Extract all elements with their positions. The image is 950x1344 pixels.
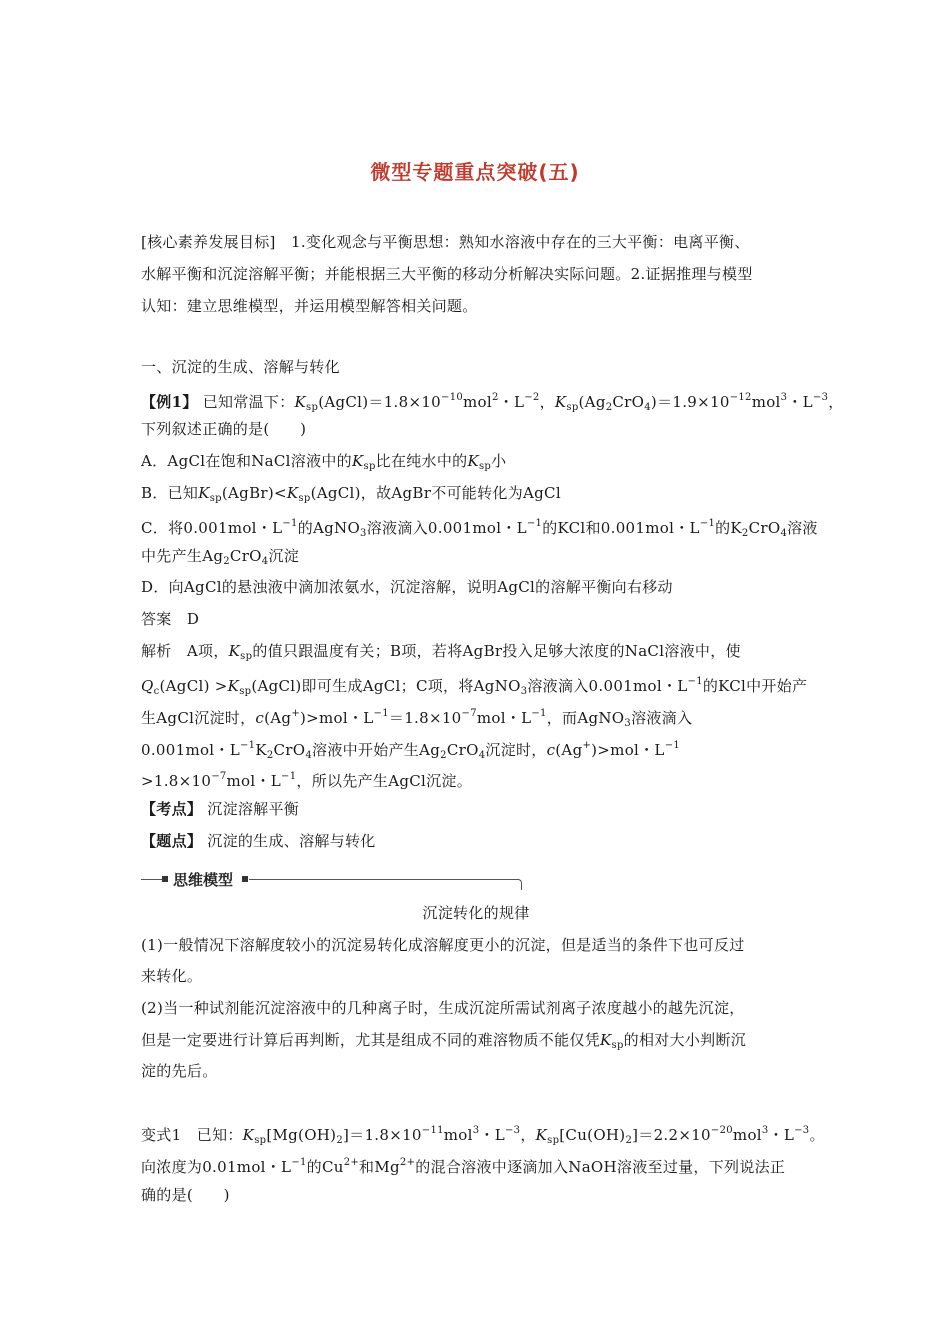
- variant1-line3: 确的是( ): [141, 1186, 230, 1204]
- kaodian: 【考点】 沉淀溶解平衡: [141, 800, 300, 818]
- option-b: B．已知$K_{sp}(AgBr)<K_{sp}(AgCl)$，故AgBr不可能转化为AgCl: [141, 484, 561, 504]
- example1-stem-line1: 【例1】 已知常温下：$K_{sp}(AgCl)=1.8\times 10^{-10}mol^2$・$L^{-2}$，$K_{sp}(Ag_2CrO_4)=1.9\times 10^{-12}mol^3$・$L^{-3}$，: [141, 392, 844, 413]
- analysis-line-2: $Q_c(AgCl)$ $>K_{sp}(AgCl)$即可生成AgCl；C项，将AgNO$_3$溶液滴入0.001mol・$L^{-1}$的KCl中开始产: [141, 676, 808, 697]
- divider-line: [249, 879, 519, 880]
- option-c-line1: C．将0.001mol・$L^{-1}$的AgNO$_3$溶液滴入0.001mol・$L^{-1}$的KCl和0.001mol・$L^{-1}$的$K_2CrO_4$溶液: [141, 518, 818, 539]
- section-heading: 一、沉淀的生成、溶解与转化: [141, 358, 340, 376]
- example-tag: 【例1】: [141, 393, 198, 411]
- corner-hook: [518, 879, 522, 890]
- example1-stem-line2: 下列叙述正确的是( ): [141, 420, 307, 438]
- analysis-line-4: 0.001mol・$L^{-1}K_2CrO_4$溶液中开始产生$Ag_2CrO_4$沉淀时，c(Ag+)>mol・$L^{-1}$: [141, 740, 681, 761]
- goals-line-3: 认知：建立思维模型，并运用模型解答相关问题。: [141, 297, 478, 315]
- answer-value: D: [186, 610, 200, 628]
- goals-line-1: [核心素养发展目标] 1.变化观念与平衡思想：熟知水溶液中存在的三大平衡：电离平衡、: [141, 233, 750, 251]
- model-p1-line1: (1)一般情况下溶解度较小的沉淀易转化成溶解度更小的沉淀，但是适当的条件下也可反过: [141, 936, 745, 954]
- stem-text: 已知常温下：: [202, 393, 295, 411]
- option-a: A．AgCl在饱和NaCl溶液中的$K_{sp}$比在纯水中的$K_{sp}$小: [141, 452, 507, 472]
- model-p2-line3: 淀的先后。: [141, 1062, 218, 1080]
- analysis-line-1: 解析 A项，$K_{sp}$的值只跟温度有关；B项，若将AgBr投入足够大浓度的NaCl溶液中，使: [141, 642, 741, 662]
- analysis-line-3: 生AgCl沉淀时，c(Ag+)>mol・$L^{-1}=1.8\times 10^{-7}mol$・$L^{-1}$，而AgNO$_3$溶液滴入: [141, 708, 693, 729]
- analysis-line-5: $>1.8\times 10^{-7}mol$・$L^{-1}$，所以先产生AgCl沉淀。: [141, 771, 473, 790]
- model-p1-line2: 来转化。: [141, 967, 203, 985]
- page-title: 微型专题重点突破(五): [370, 160, 580, 184]
- square-bullet-icon: [242, 876, 248, 882]
- square-bullet-icon: [162, 876, 168, 882]
- model-label: 思维模型: [173, 871, 234, 889]
- model-heading: 沉淀转化的规律: [422, 904, 530, 922]
- model-section-bar: [141, 868, 521, 890]
- model-p2-line2: 但是一定要进行计算后再判断，尤其是组成不同的难溶物质不能仅凭$K_{sp}$的相对大小判断沉: [141, 1031, 747, 1051]
- variant1-line2: 向浓度为0.01mol・$L^{-1}$的$Cu^{2+}$和$Mg^{2+}$的混合溶液中逐滴加入NaOH溶液至过量，下列说法正: [141, 1157, 786, 1176]
- option-d: D．向AgCl的悬浊液中滴加浓氨水，沉淀溶解，说明AgCl的溶解平衡向右移动: [141, 578, 673, 596]
- model-p2-line1: (2)当一种试剂能沉淀溶液中的几种离子时，生成沉淀所需试剂离子浓度越小的越先沉淀，: [141, 999, 745, 1017]
- answer: 答案 D: [141, 610, 200, 628]
- variant1-line1: 变式1 已知：$K_{sp}[Mg(OH)_2]=1.8\times 10^{-11}mol^3$・$L^{-3}$，$K_{sp}[Cu(OH)_2]=2.2\times 10^{-20}mol^3$・$L^{-3}$。: [141, 1125, 825, 1146]
- divider-line: [141, 879, 163, 880]
- goals-line-2: 水解平衡和沉淀溶解平衡；并能根据三大平衡的移动分析解决实际问题。2.证据推理与模型: [141, 265, 753, 283]
- option-c-line2: 中先产生$Ag_2CrO_4$沉淀: [141, 547, 300, 567]
- tidian: 【题点】 沉淀的生成、溶解与转化: [141, 832, 376, 850]
